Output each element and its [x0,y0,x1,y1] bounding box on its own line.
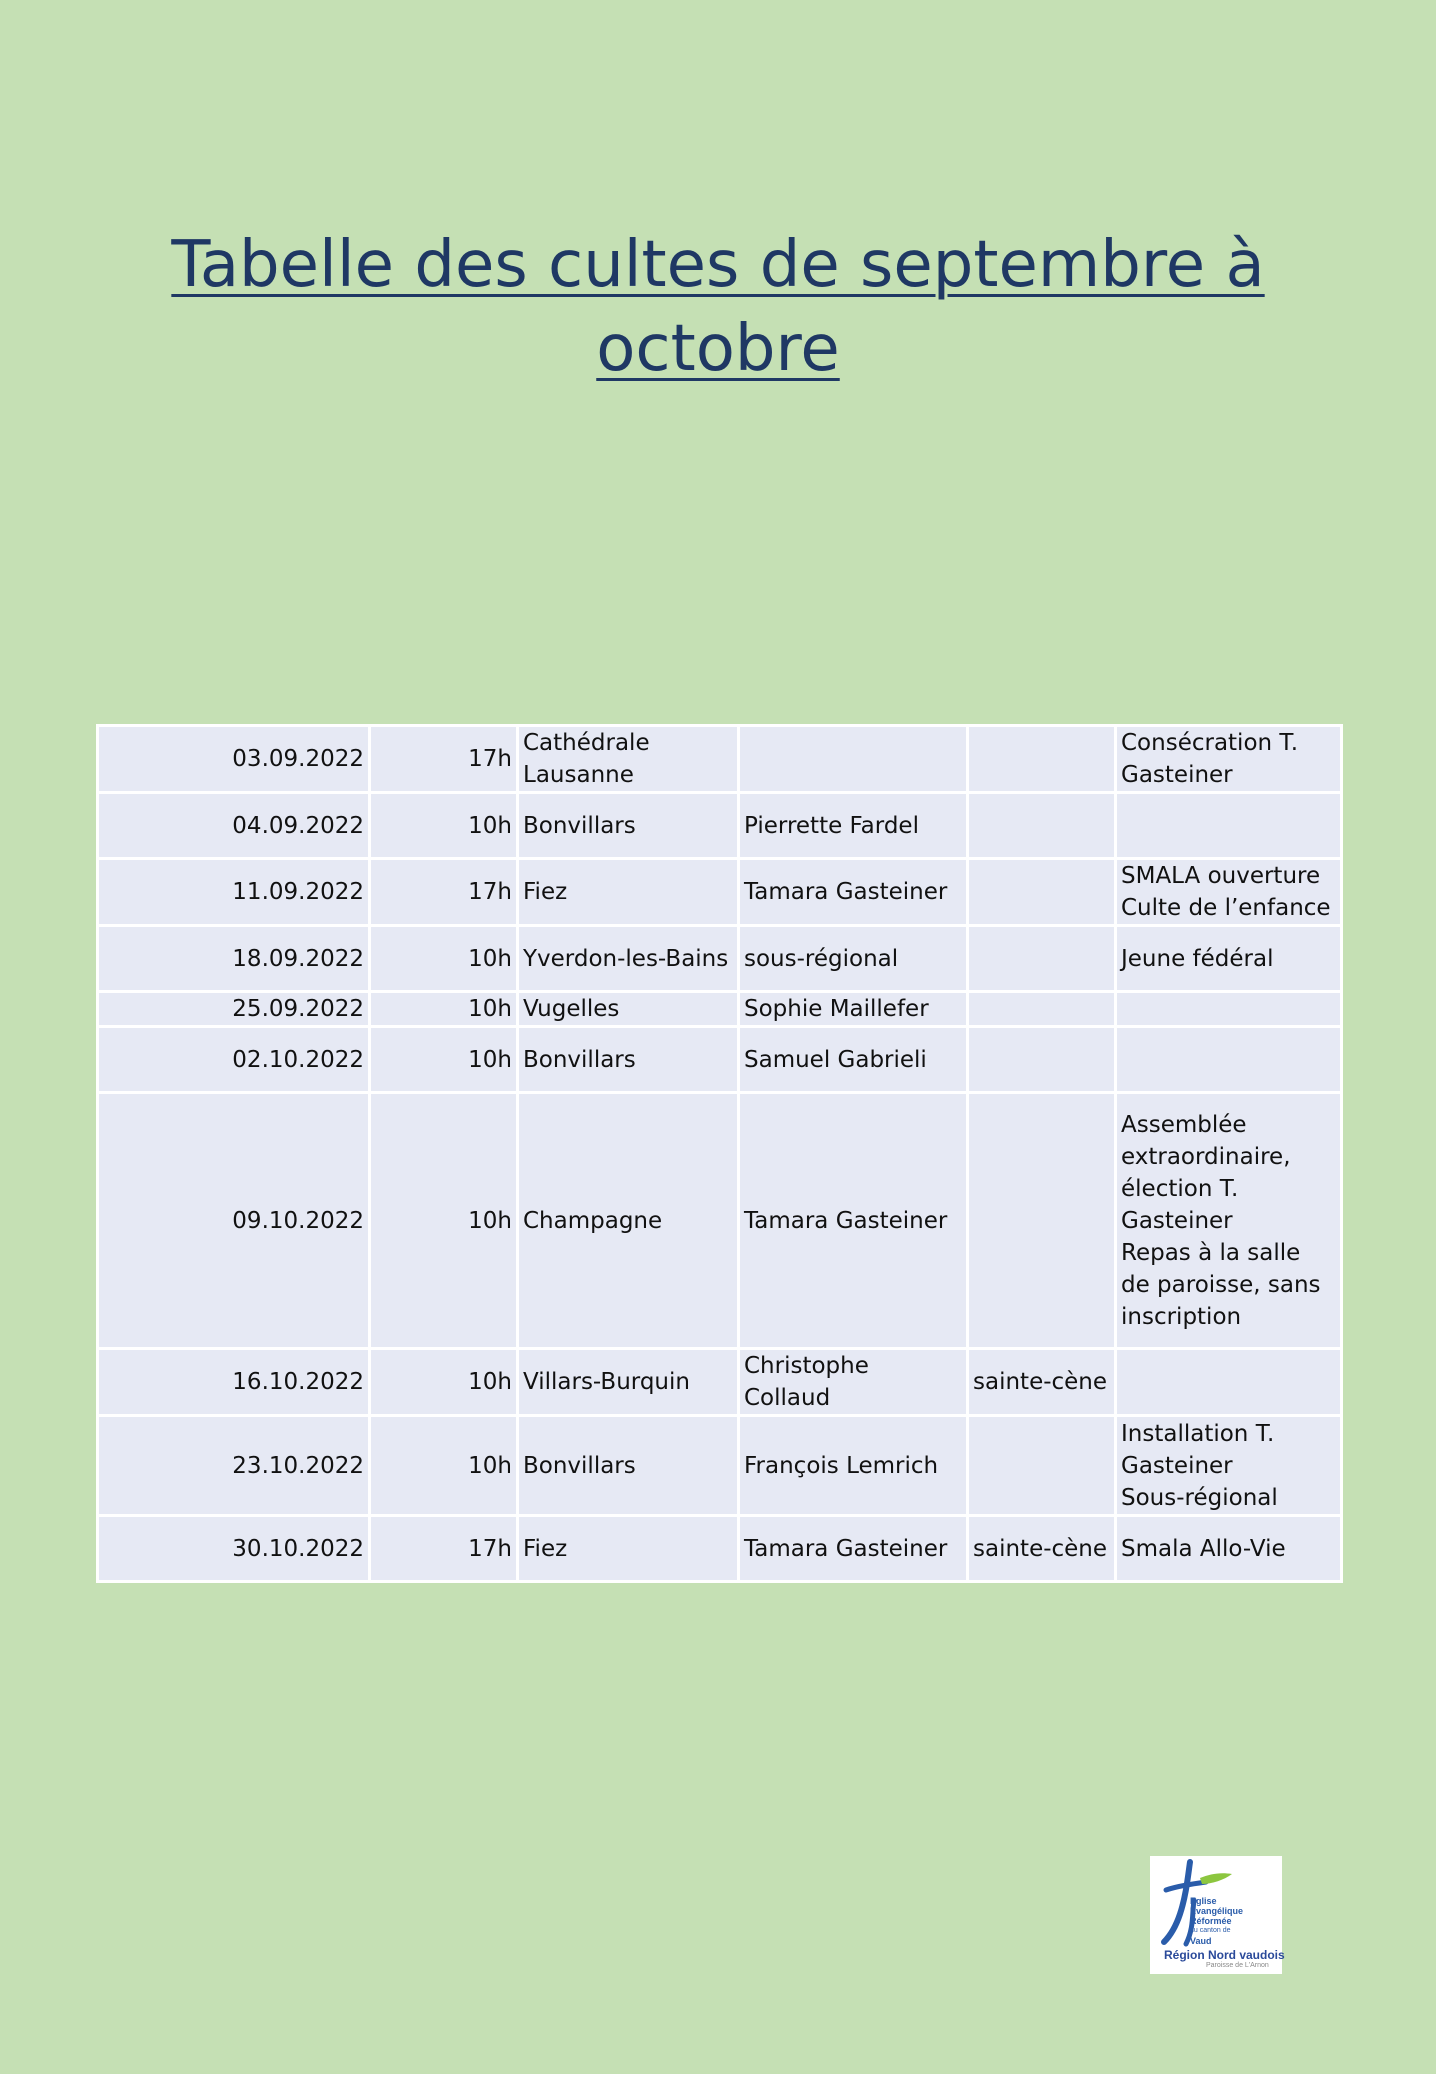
table-row [98,859,1342,926]
communion-cell: sainte-cène [968,1349,1116,1416]
table-row [98,726,1342,793]
church-logo [1150,1856,1285,1974]
communion-cell [968,992,1116,1027]
logo-parish: Paroisse de L'Arnon [1206,1962,1269,1969]
pastor-cell: Tamara Gasteiner [739,859,968,926]
place-cell: Bonvillars [518,1027,739,1093]
date-cell: 23.10.2022 [98,1416,370,1516]
date-cell: 25.09.2022 [98,992,370,1027]
time-cell: 10h [370,793,518,859]
schedule-body [98,726,1342,1582]
note-cell [1116,1349,1342,1416]
time-cell: 17h [370,1516,518,1582]
time-cell: 10h [370,926,518,992]
place-cell: Vugelles [518,992,739,1027]
pastor-cell: François Lemrich [739,1416,968,1516]
note-cell: Jeune fédéral [1116,926,1342,992]
date-cell: 02.10.2022 [98,1027,370,1093]
worship-schedule-table [96,724,1343,1583]
communion-cell [968,926,1116,992]
communion-cell [968,793,1116,859]
pastor-cell: Sophie Maillefer [739,992,968,1027]
place-cell: Cathédrale Lausanne [518,726,739,793]
time-cell: 10h [370,1416,518,1516]
place-cell: Bonvillars [518,1416,739,1516]
time-cell: 10h [370,992,518,1027]
date-cell: 16.10.2022 [98,1349,370,1416]
title-line-1: Tabelle des cultes de septembre à [171,227,1265,302]
place-cell: Yverdon-les-Bains [518,926,739,992]
logo-text: Eglise Evangélique Réformée du canton de Vaud [1190,1896,1244,1946]
pastor-cell: Christophe Collaud [739,1349,968,1416]
title-line-2: octobre [596,311,840,386]
note-cell: Installation T. Gasteiner Sous-régional [1116,1416,1342,1516]
time-cell: 17h [370,859,518,926]
note-cell: Consécration T. Gasteiner [1116,726,1342,793]
table-row [98,793,1342,859]
table-row [98,1516,1342,1582]
date-cell: 18.09.2022 [98,926,370,992]
table-row [98,1349,1342,1416]
communion-cell [968,1093,1116,1349]
time-cell: 10h [370,1027,518,1093]
note-cell [1116,793,1342,859]
date-cell: 30.10.2022 [98,1516,370,1582]
pastor-cell: Samuel Gabrieli [739,1027,968,1093]
note-cell: Assemblée extraordinaire, élection T. Gasteiner Repas à la salle de paroisse, sans inscription [1116,1093,1342,1349]
pastor-cell [739,726,968,793]
logo-region: Région Nord vaudois [1164,1948,1285,1962]
pastor-cell: Pierrette Fardel [739,793,968,859]
note-cell [1116,992,1342,1027]
date-cell: 04.09.2022 [98,793,370,859]
time-cell: 17h [370,726,518,793]
table-row [98,1027,1342,1093]
place-cell: Fiez [518,859,739,926]
table-row [98,1416,1342,1516]
communion-cell: sainte-cène [968,1516,1116,1582]
date-cell: 11.09.2022 [98,859,370,926]
time-cell: 10h [370,1349,518,1416]
table-row [98,992,1342,1027]
communion-cell [968,1027,1116,1093]
note-cell: SMALA ouverture Culte de l’enfance [1116,859,1342,926]
communion-cell [968,1416,1116,1516]
communion-cell [968,726,1116,793]
table-row [98,926,1342,992]
place-cell: Fiez [518,1516,739,1582]
note-cell: Smala Allo-Vie [1116,1516,1342,1582]
date-cell: 03.09.2022 [98,726,370,793]
pastor-cell: Tamara Gasteiner [739,1093,968,1349]
place-cell: Bonvillars [518,793,739,859]
place-cell: Villars-Burquin [518,1349,739,1416]
page-title [0,223,1436,391]
place-cell: Champagne [518,1093,739,1349]
table-row [98,1093,1342,1349]
note-cell [1116,1027,1342,1093]
communion-cell [968,859,1116,926]
time-cell: 10h [370,1093,518,1349]
pastor-cell: sous-régional [739,926,968,992]
pastor-cell: Tamara Gasteiner [739,1516,968,1582]
date-cell: 09.10.2022 [98,1093,370,1349]
